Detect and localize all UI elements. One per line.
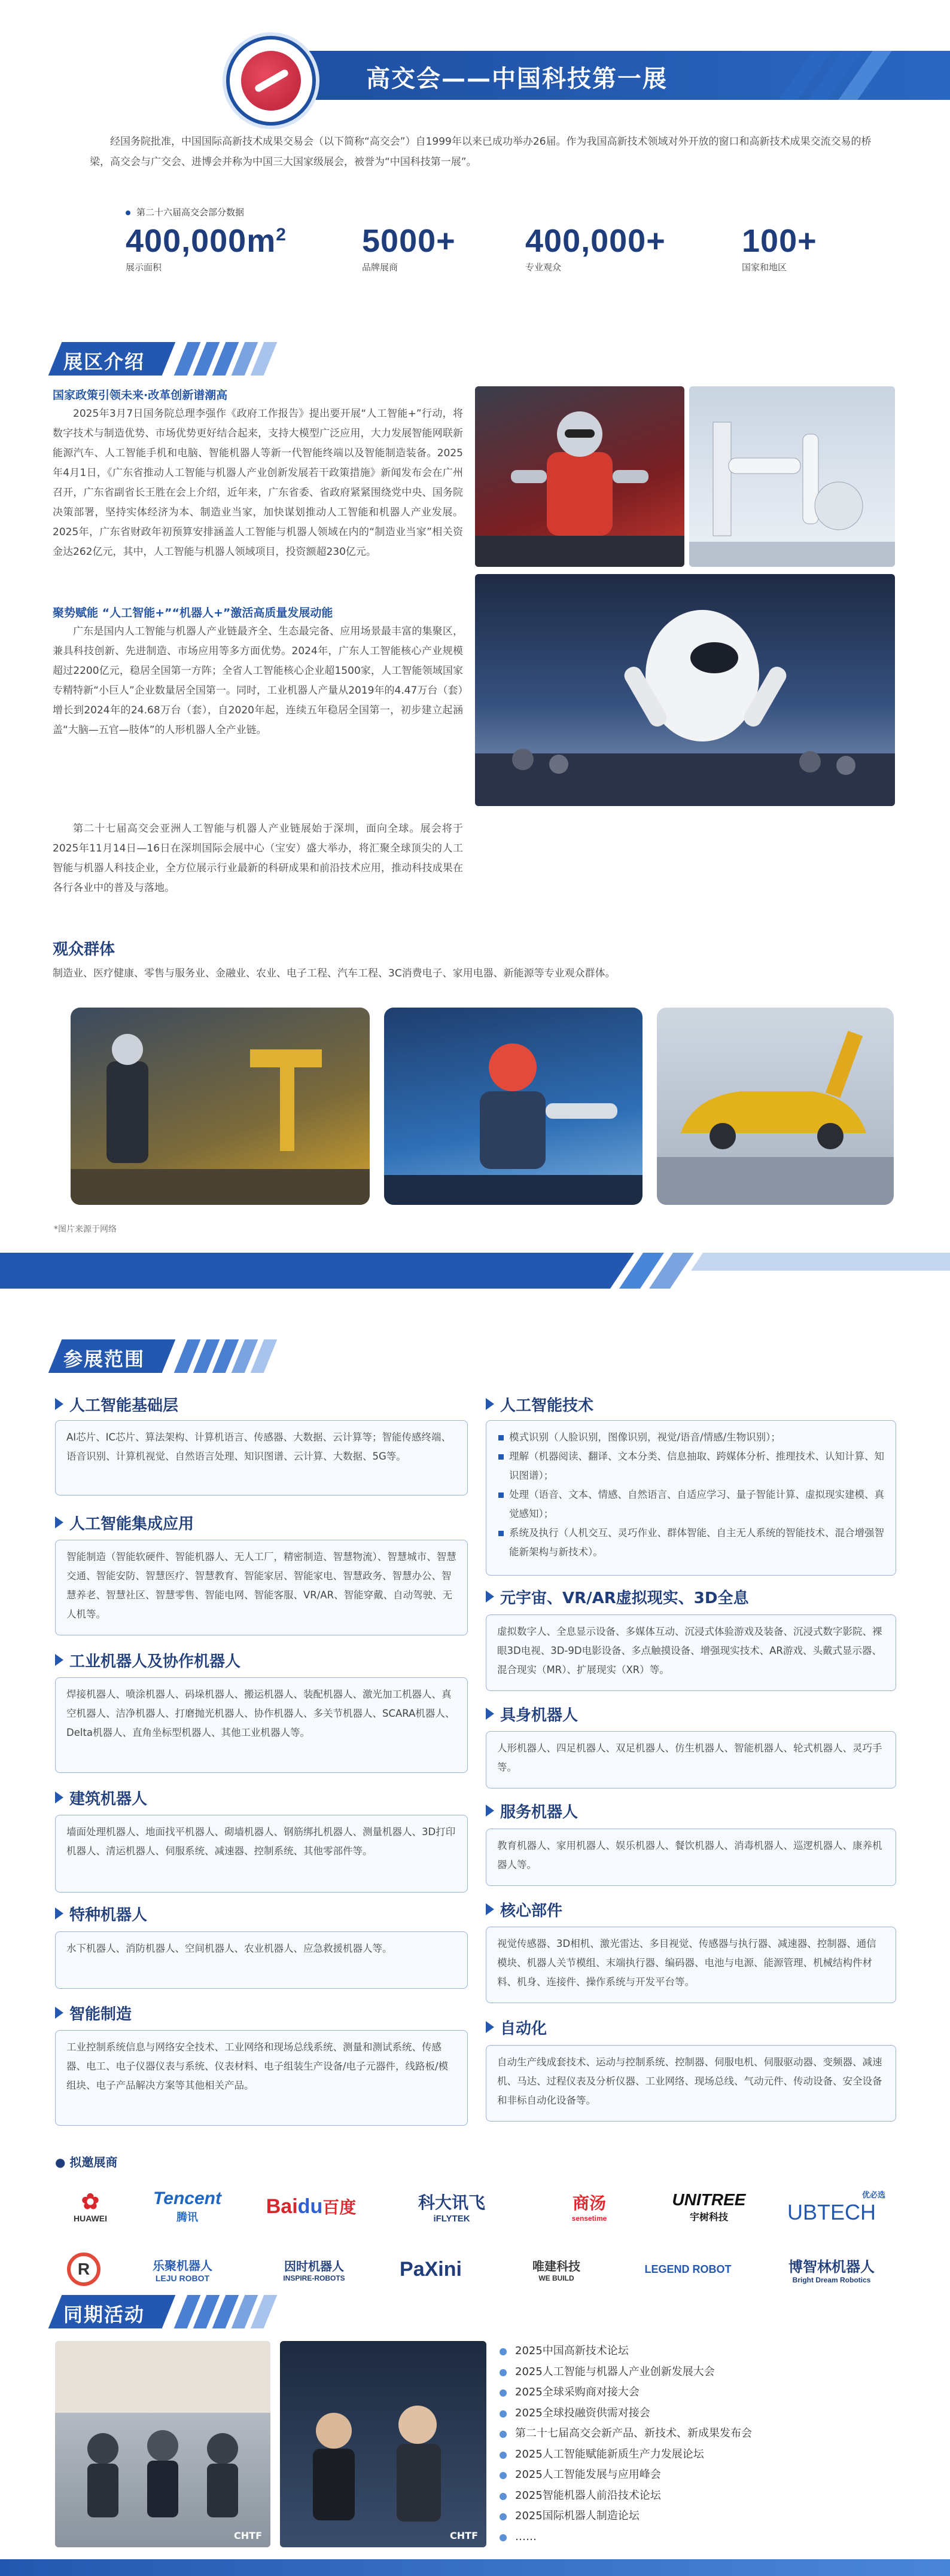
list-item-more: ……	[500, 2527, 752, 2548]
cat-ai-tech-box: 模式识别（人脸识别，图像识别，视觉/语音/情感/生物识别）； 理解（机器阅读、翻译、文本分类、信息抽取、跨媒体分析、推理技术、认知计算、知识图谱）； 处理（语音、文本、情感、自然语言、自适应学习、量子智能计算、虚拟现实建模、真觉感知）； 系统及执行（人机交互、灵巧作业、群体智能、自主无人系统的智能技术、混合增强智能新架构与新技术）。	[486, 1420, 896, 1576]
photo-tag: CHTF	[234, 2530, 262, 2541]
logo-bright-dream: 博智林机器人 Bright Dream Robotics	[788, 2258, 875, 2284]
cat-ai-app-title: 人工智能集成应用	[55, 1512, 194, 1534]
cat-xr-box: 虚拟数字人、全息显示设备、多媒体互动、沉浸式体验游戏及装备、沉浸式数字影院、裸眼3D电视、3D-9D电影设备、多点触摸设备、增强现实技术、AR游戏、头戴式显示器、混合现实（MR）、扩展现实（XR）等。	[486, 1614, 896, 1691]
logo-paxini: PaXini	[400, 2257, 462, 2281]
photo-factory-robots	[71, 1008, 370, 1205]
stat-brands: 5000+ 品牌展商	[362, 223, 456, 273]
photo-robot-arms	[689, 386, 895, 567]
cat-service-title: 服务机器人	[486, 1800, 578, 1822]
exhibit-paragraph-1: 2025年3月7日国务院总理李强作《政府工作报告》提出要开展“人工智能+”行动，将数字技术与制造优势、市场优势更好结合起来，支持大模型广泛应用，大力发展智能网联新能源汽车、人工智能手机和电脑、智能机器人等新一代智能终端以及智能制造装备。2025年4月1日，《广东省推动人工智能与机器人产业创新发展若干政策措施》新闻发布会在广州召开，广东省副省长王胜在会上介绍，近年来，广东省委、省政府紧紧围绕党中央、国务院决策部署，坚持实体经济为本、制造业当家，加快谋划推动人工智能和机器人产业发展。2025年，广东省财政年初预算安排涵盖人工智能与机器人领域在内的“制造业当家”相关资金达262亿元，其中，人工智能与机器人领域项目，投资额超230亿元。	[53, 408, 463, 558]
exhibitors-title: ● 拟邀展商	[55, 2155, 118, 2169]
cat-service-box: 教育机器人、家用机器人、娱乐机器人、餐饮机器人、消毒机器人、巡逻机器人、康养机器人等。	[486, 1829, 896, 1886]
cat-construction-box: 墙面处理机器人、地面找平机器人、砌墙机器人、钢筋绑扎机器人、测量机器人、3D打印机器人、清运机器人、伺服系统、减速器、控制系统、其他零部件等。	[55, 1815, 468, 1893]
huawei-icon: ✿	[81, 2189, 100, 2214]
image-source-note: *图片来源于网络	[54, 1225, 117, 1234]
logo-inspire: 因时机器人 INSPIRE-ROBOTS	[283, 2260, 345, 2282]
cat-core-title: 核心部件	[486, 1899, 562, 1921]
activities-list	[500, 2341, 752, 2547]
chtf-logo	[226, 36, 316, 126]
photo-robot-exhibit	[475, 386, 684, 567]
section-separator	[0, 1247, 950, 1289]
list-item: 2025人工智能与机器人产业创新发展大会	[500, 2362, 752, 2383]
cat-embodied-title: 具身机器人	[486, 1703, 578, 1725]
list-item: 2025人工智能赋能新质生产力发展论坛	[500, 2444, 752, 2465]
photo-exhibition-hall	[475, 574, 895, 806]
cat-construction-title: 建筑机器人	[55, 1787, 147, 1809]
exhibit-paragraph-2: 广东是国内人工智能与机器人产业链最齐全、生态最完备、应用场景最丰富的集聚区，兼具科技创新、先进制造、市场应用等多方面优势。2024年，广东人工智能核心产业规模超过2200亿元，稳居全国第一方阵；全省人工智能核心企业超1500家，人工智能领域国家专精特新“小巨人”企业数量居全国第一。同时，工业机器人产量从2019年的4.47万台（套）增长到2024年的24.68万台（套），自2020年起，连续五年稳居全国第一，初步建立起涵盖“大脑—五官—肢体”的人形机器人全产业链。	[53, 625, 463, 736]
header-banner	[0, 0, 950, 114]
logo-unitree: UNITREE 宇树科技	[672, 2190, 746, 2223]
logo-huawei: ✿ HUAWEI	[74, 2189, 107, 2223]
audience-title: 观众群体	[53, 941, 115, 959]
cat-core-box: 视觉传感器、3D相机、激光雷达、多目视觉、传感器与执行器、减速器、控制器、通信模块、机器人关节模组、末端执行器、编码器、电池与电源、能源管理、机械结构件材料、机身、连接件、操作系统与开发平台等。	[486, 1927, 896, 2003]
cat-automation-title: 自动化	[486, 2016, 547, 2038]
section-heading-exhibit: 展区介绍	[55, 342, 474, 376]
list-item: 2025中国高新技术论坛	[500, 2341, 752, 2362]
cat-special-title: 特种机器人	[55, 1903, 147, 1925]
cat-ai-base-box: AI芯片、IC芯片、算法架构、计算机语言、传感器、大数据、云计算等；智能传感终端、语音识别、计算机视觉、自然语言处理、知识图谱、云计算、大数据、5G等。	[55, 1420, 468, 1495]
logo-leju: 乐聚机器人 LEJU ROBOT	[153, 2259, 212, 2283]
stat-visitors: 400,000+ 专业观众	[525, 223, 666, 273]
photo-forum	[55, 2341, 270, 2547]
photo-car-assembly	[657, 1008, 894, 1205]
cat-ai-tech-title: 人工智能技术	[486, 1393, 593, 1415]
list-item: 2025人工智能发展与应用峰会	[500, 2465, 752, 2486]
list-item: 2025全球投融资供需对接会	[500, 2403, 752, 2424]
exhibit-subtitle-2: 聚势赋能 “人工智能+”“机器人+”激活高质量发展动能	[53, 606, 333, 619]
section-heading-scope: 参展范围	[55, 1339, 474, 1373]
audience-text: 制造业、医疗健康、零售与服务业、金融业、农业、电子工程、汽车工程、3C消费电子、家用电器、新能源等专业观众群体。	[53, 967, 616, 979]
logo-sensetime: 商汤 sensetime	[571, 2194, 607, 2223]
photo-worker-robot	[384, 1008, 643, 1205]
cat-industrial-title: 工业机器人及协作机器人	[55, 1649, 240, 1671]
stat-area: $400,000m^2$ 展示面积	[126, 223, 287, 273]
intro-paragraph: 经国务院批准，中国国际高新技术成果交易会（以下简称“高交会”）自1999年以来已成功举办26届。作为我国高新技术领域对外开放的窗口和高新技术成果交流交易的桥梁，高交会与广交会、进博会并称为中国三大国家级展会，被誉为“中国科技第一展”。	[90, 136, 872, 168]
logo-robot-r	[60, 2248, 108, 2290]
footer-band	[0, 2559, 950, 2576]
cat-ai-app-box: 智能制造（智能软硬件、智能机器人、无人工厂，精密制造、智慧物流）、智慧城市、智慧交通、智能安防、智慧医疗、智慧教育、智能家居、智能家电、智慧政务、智慧办公、智慧养老、智慧社区、智慧零售、智能电网、智能客服、VR/AR、智能穿戴、自动驾驶、无人机等。	[55, 1540, 468, 1635]
cat-automation-box: 自动生产线成套技术、运动与控制系统、控制器、伺服电机、伺服驱动器、变频器、减速机、马达、过程仪表及分析仪器、工业网络、现场总线、气动元件、传动设备、安全设备和非标自动化设备等。	[486, 2045, 896, 2122]
logo-tencent: Tencent 腾讯	[153, 2189, 221, 2223]
stat-countries: 100+ 国家和地区	[742, 223, 817, 273]
logo-iflytek: 科大讯飞 iFLYTEK	[418, 2193, 485, 2224]
cat-smart-mfg-title: 智能制造	[55, 2002, 132, 2024]
cat-special-box: 水下机器人、消防机器人、空间机器人、农业机器人、应急救援机器人等。	[55, 1931, 468, 1989]
logo-baidu: Bai du 百度	[266, 2195, 357, 2218]
logo-ubtech: 优必选 UBTECH	[787, 2190, 885, 2224]
cat-xr-title: 元宇宙、VR/AR虚拟现实、3D全息	[486, 1586, 748, 1608]
list-item: 2025智能机器人前沿技术论坛	[500, 2486, 752, 2507]
cat-industrial-box: 焊接机器人、喷涂机器人、码垛机器人、搬运机器人、装配机器人、激光加工机器人、真空机器人、洁净机器人、打磨抛光机器人、协作机器人、多关节机器人、SCARA机器人、Delta机器人、直角坐标型机器人、其他工业机器人等。	[55, 1677, 468, 1773]
exhibit-subtitle-1: 国家政策引领未来·改革创新谱潮高	[53, 389, 228, 402]
cat-smart-mfg-box: 工业控制系统信息与网络安全技术、工业网络和现场总线系统、测量和测试系统、传感器、电工、电子仪器仪表与系统、仪表材料、电子组装生产设备/电子元器件，线路板/模组块、电子产品解决方案等其他相关产品。	[55, 2030, 468, 2126]
logo-webuild: 唯建科技 WE BUILD	[532, 2260, 580, 2282]
list-item: 第二十七届高交会新产品、新技术、新成果发布会	[500, 2424, 752, 2444]
stats-note: 第二十六届高交会部分数据	[126, 206, 244, 218]
cat-embodied-box: 人形机器人、四足机器人、双足机器人、仿生机器人、智能机器人、轮式机器人、灵巧手等。	[486, 1731, 896, 1788]
cat-ai-base-title: 人工智能基础层	[55, 1393, 178, 1415]
list-item: 2025全球采购商对接大会	[500, 2382, 752, 2403]
exhibit-paragraph-3: 第二十七届高交会亚洲人工智能与机器人产业链展始于深圳，面向全球。展会将于2025年11月14日—16日在深圳国际会展中心（宝安）盛大举办，将汇聚全球顶尖的人工智能与机器人科技企业，全方位展示行业最新的科研成果和前沿技术应用，推动科技成果在各行各业中的普及与落地。	[53, 823, 463, 894]
logo-legend-robot: LEGEND ROBOT	[644, 2263, 732, 2275]
photo-meeting	[280, 2341, 486, 2547]
page-title: 高交会——中国科技第一展	[366, 65, 668, 93]
photo-tag: CHTF	[450, 2530, 478, 2541]
robot-logo-icon: R	[67, 2253, 101, 2286]
section-heading-activities: 同期活动	[55, 2295, 474, 2328]
list-item: 2025国际机器人制造论坛	[500, 2506, 752, 2527]
